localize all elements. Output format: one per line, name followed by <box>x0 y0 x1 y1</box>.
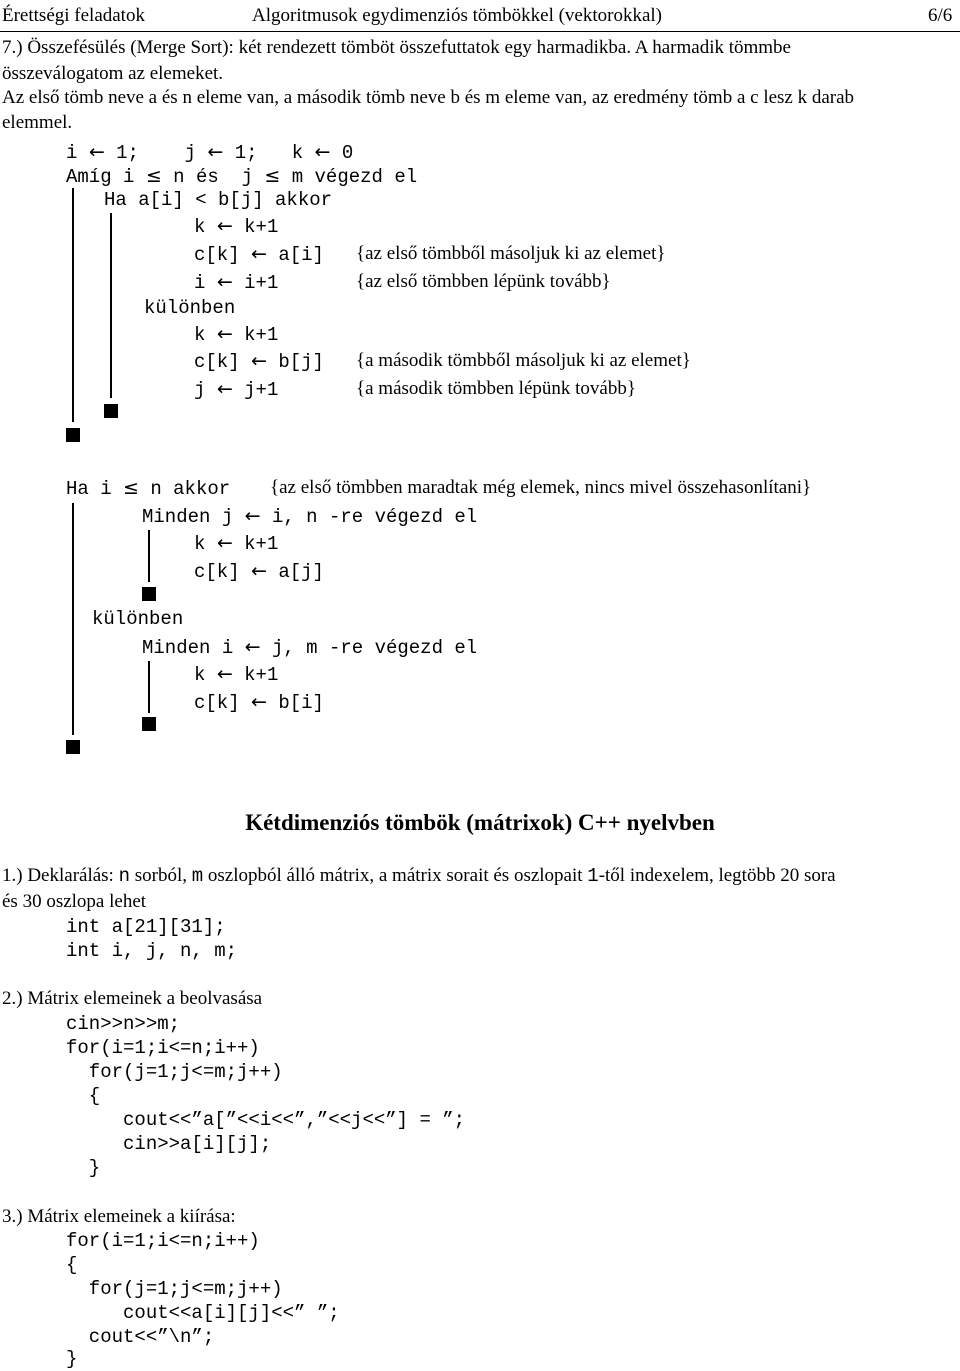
for2-block-bar <box>148 661 150 713</box>
left-arrow-icon: ← <box>216 215 233 237</box>
code3-line: for(j=1;j<=m;j++) <box>66 1278 283 1300</box>
p1-text-c: oszlopból álló mátrix, a mátrix sorait és oszlopait <box>203 865 588 886</box>
task7-line3: Az első tömb neve a és n eleme van, a második tömb neve b és m eleme van, az eredmény tömb a c lesz k darab <box>2 87 855 108</box>
for1-part-b: i, n -re végezd el <box>271 506 478 528</box>
left-arrow-icon: ← <box>314 141 331 163</box>
for1-part-a: Minden j <box>142 506 234 528</box>
code2-line: cout<<”a[”<<i<<”,”<<j<<”] = ”; <box>66 1109 466 1131</box>
code3-line: } <box>66 1348 78 1370</box>
code3-line: { <box>66 1254 78 1276</box>
header-rule <box>0 31 960 32</box>
p1-code-one: 1 <box>587 865 599 887</box>
p1-line2: és 30 oszlopa lehet <box>2 891 147 912</box>
for2-part-b: j, m -re végezd el <box>271 637 478 659</box>
left-arrow-icon: ← <box>251 691 267 713</box>
code3-line: cout<<”\n”; <box>66 1326 215 1348</box>
c1-rhs: k+1 <box>244 533 279 555</box>
p1-line1 <box>2 864 836 888</box>
algo-c2 <box>194 559 324 584</box>
code3-line: cout<<a[i][j]<<” ”; <box>66 1302 340 1324</box>
code2-line: for(i=1;i<=n;i++) <box>66 1037 260 1059</box>
algo-for2 <box>142 635 477 660</box>
for1-block-bar <box>148 530 150 582</box>
left-arrow-icon: ← <box>216 378 233 400</box>
p1-text-a: 1.) Deklarálás: <box>2 865 119 886</box>
p1-text-b: sorból, <box>130 865 192 886</box>
b1-lhs: k <box>194 324 206 346</box>
block-end-square-icon <box>66 740 80 754</box>
b1-rhs: k+1 <box>244 324 279 346</box>
section-title: Kétdimenziós tömbök (mátrixok) C++ nyelvben <box>245 810 715 835</box>
left-arrow-icon: ← <box>251 560 267 582</box>
left-arrow-icon: ← <box>216 323 233 345</box>
header-right: 6/6 <box>928 5 953 26</box>
code1-line: int a[21][31]; <box>66 916 226 938</box>
task7-line4: elemmel. <box>2 112 73 133</box>
block-end-square-icon <box>142 587 156 601</box>
algo-b2 <box>194 349 324 374</box>
algo-else1: különben <box>144 297 236 319</box>
algo-a1 <box>194 214 278 239</box>
b3-rhs: j+1 <box>244 379 279 401</box>
code1-line: int i, j, n, m; <box>66 940 238 962</box>
algo-b3 <box>194 377 278 402</box>
less-equal-icon: ≤ <box>264 165 281 187</box>
d2-lhs: c[k] <box>194 692 240 714</box>
p1-code-m: m <box>191 865 204 887</box>
while-part-c: m végezd el <box>291 166 418 188</box>
page-header <box>0 0 960 30</box>
if2-block-bar <box>72 503 74 735</box>
init-i-val: 1; <box>116 142 139 164</box>
header-center: Algoritmusok egydimenziós tömbökkel (vektorokkal) <box>252 5 663 26</box>
for2-part-a: Minden i <box>142 637 234 659</box>
left-arrow-icon: ← <box>216 532 233 554</box>
init-j: j <box>184 142 196 164</box>
left-arrow-icon: ← <box>216 663 233 685</box>
init-k: k <box>291 142 304 164</box>
algo-d1 <box>194 662 278 687</box>
d2-rhs: b[i] <box>278 692 324 714</box>
if2-part-a: Ha i <box>66 478 112 500</box>
a1-lhs: k <box>194 216 206 238</box>
c2-lhs: c[k] <box>194 561 240 583</box>
left-arrow-icon: ← <box>244 636 261 658</box>
algo-c1 <box>194 531 278 556</box>
algo-if1: Ha a[i] < b[j] akkor <box>104 189 333 211</box>
code2-line: cin>>n>>m; <box>66 1013 181 1035</box>
header-left: Érettségi feladatok <box>2 5 145 26</box>
block-end-square-icon <box>66 428 80 442</box>
b2-rhs: b[j] <box>278 351 324 373</box>
c2-rhs: a[j] <box>278 561 324 583</box>
c1-lhs: k <box>194 533 206 555</box>
code2-line: for(j=1;j<=m;j++) <box>66 1061 283 1083</box>
a1-rhs: k+1 <box>244 216 279 238</box>
algo-for1 <box>142 504 477 529</box>
a2-comment: {az első tömbből másoljuk ki az elemet} <box>356 243 666 264</box>
a3-lhs: i <box>194 272 206 294</box>
init-i: i <box>66 142 78 164</box>
left-arrow-icon: ← <box>207 141 224 163</box>
b3-lhs: j <box>194 379 206 401</box>
while-block-bar <box>72 188 74 422</box>
algo-while-line <box>66 164 417 189</box>
init-j-val: 1; <box>234 142 258 164</box>
if1-block-bar <box>110 213 112 398</box>
left-arrow-icon: ← <box>251 350 267 372</box>
algo-if2 <box>66 476 230 501</box>
d1-rhs: k+1 <box>244 664 279 686</box>
b2-lhs: c[k] <box>194 351 240 373</box>
p2-heading: 2.) Mátrix elemeinek a beolvasása <box>2 988 263 1009</box>
p1-code-n: n <box>118 865 130 887</box>
b2-comment: {a második tömbből másoljuk ki az elemet} <box>356 350 691 371</box>
algo-b1 <box>194 322 278 347</box>
code2-line: cin>>a[i][j]; <box>66 1133 272 1155</box>
less-equal-icon: ≤ <box>145 165 162 187</box>
left-arrow-icon: ← <box>216 271 233 293</box>
algo-else2: különben <box>92 608 184 630</box>
while-part-a: Amíg i <box>66 166 135 188</box>
if2-comment: {az első tömbben maradtak még elemek, nincs mivel összehasonlítani} <box>270 477 812 498</box>
if2-part-b: n akkor <box>150 478 231 500</box>
d1-lhs: k <box>194 664 206 686</box>
a3-comment: {az első tömbben lépünk tovább} <box>356 271 611 292</box>
a3-rhs: i+1 <box>244 272 279 294</box>
algo-init-line <box>66 140 353 165</box>
left-arrow-icon: ← <box>244 505 261 527</box>
algo-a2 <box>194 242 324 267</box>
algo-d2 <box>194 690 324 715</box>
a2-lhs: c[k] <box>194 244 240 266</box>
block-end-square-icon <box>104 404 118 418</box>
b3-comment: {a második tömbben lépünk tovább} <box>356 378 636 399</box>
a2-rhs: a[i] <box>278 244 324 266</box>
code3-line: for(i=1;i<=n;i++) <box>66 1230 260 1252</box>
task7-line2: összeválogatom az elemeket. <box>2 63 224 84</box>
code2-line: } <box>66 1157 101 1179</box>
task7-line1: 7.) Összefésülés (Merge Sort): két rendezett tömböt összefuttatok egy harmadikba. A harmadik tömmbe <box>2 37 791 58</box>
block-end-square-icon <box>142 717 156 731</box>
p3-heading: 3.) Mátrix elemeinek a kiírása: <box>2 1206 236 1227</box>
left-arrow-icon: ← <box>88 141 105 163</box>
while-part-b: n és j <box>173 166 253 188</box>
left-arrow-icon: ← <box>251 243 267 265</box>
algo-a3 <box>194 270 278 295</box>
init-k-val: 0 <box>341 142 354 164</box>
p1-text-d: -től indexelem, legtöbb 20 sora <box>598 865 836 886</box>
less-equal-icon: ≤ <box>123 477 139 499</box>
code2-line: { <box>66 1085 101 1107</box>
